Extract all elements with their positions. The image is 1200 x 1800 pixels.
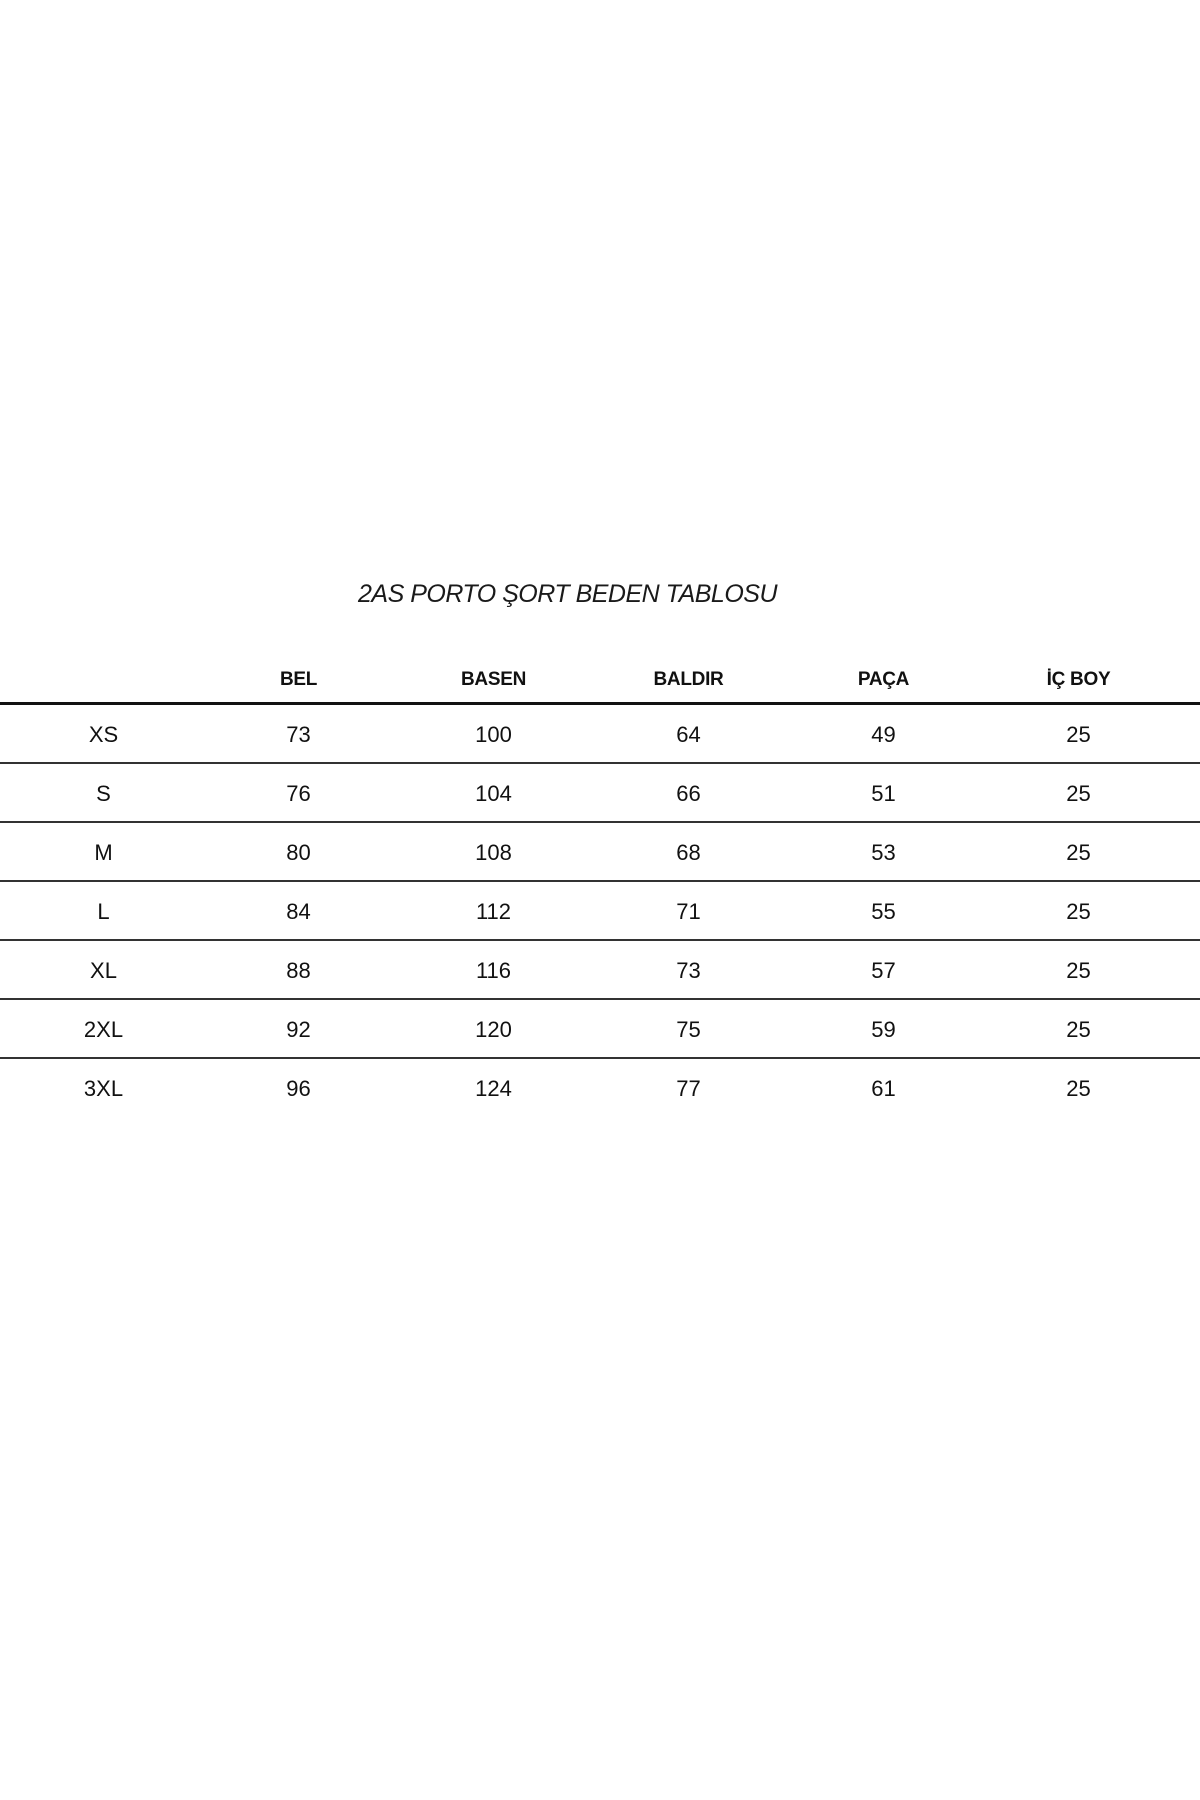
bel-cell: 80 <box>286 840 311 865</box>
basen-cell: 104 <box>475 781 512 806</box>
header-cell-basen: BASEN <box>460 669 526 690</box>
baldir-cell: 77 <box>676 1076 701 1101</box>
table-row <box>0 1059 1200 1116</box>
ic-boy-cell: 25 <box>1066 1076 1091 1101</box>
table-body <box>0 705 1200 1116</box>
table-header-row <box>0 655 1200 705</box>
paca-cell: 49 <box>871 722 896 747</box>
table-row <box>0 1000 1200 1059</box>
size-cell: 2XL <box>83 1017 124 1042</box>
bel-cell: 96 <box>286 1076 311 1101</box>
paca-cell: 59 <box>871 1017 896 1042</box>
basen-cell: 124 <box>475 1076 512 1101</box>
paca-cell: 51 <box>871 781 896 806</box>
baldir-cell: 71 <box>676 899 701 924</box>
ic-boy-cell: 25 <box>1066 958 1091 983</box>
header-cell-ic-boy: İÇ BOY <box>1046 669 1111 690</box>
table-row <box>0 705 1200 764</box>
baldir-cell: 68 <box>676 840 701 865</box>
bel-cell: 76 <box>286 781 311 806</box>
baldir-cell: 75 <box>676 1017 701 1042</box>
table-row <box>0 823 1200 882</box>
bel-cell: 88 <box>286 958 311 983</box>
size-cell: L <box>97 899 110 924</box>
ic-boy-cell: 25 <box>1066 781 1091 806</box>
page-title: 2AS PORTO ŞORT BEDEN TABLOSU <box>358 580 777 608</box>
basen-cell: 100 <box>475 722 512 747</box>
baldir-cell: 73 <box>676 958 701 983</box>
bel-cell: 73 <box>286 722 311 747</box>
table-row <box>0 941 1200 1000</box>
header-cell-bel: BEL <box>279 669 318 690</box>
bel-cell: 92 <box>286 1017 311 1042</box>
header-cell-baldir: BALDIR <box>653 669 724 690</box>
paca-cell: 53 <box>871 840 896 865</box>
basen-cell: 116 <box>475 958 512 983</box>
basen-cell: 112 <box>475 899 512 924</box>
basen-cell: 120 <box>475 1017 512 1042</box>
basen-cell: 108 <box>475 840 512 865</box>
bel-cell: 84 <box>286 899 311 924</box>
paca-cell: 57 <box>871 958 896 983</box>
size-cell: S <box>96 781 111 806</box>
ic-boy-cell: 25 <box>1066 840 1091 865</box>
paca-cell: 55 <box>871 899 896 924</box>
header-cell-paca: PAÇA <box>857 669 910 690</box>
size-cell: XS <box>88 722 119 747</box>
baldir-cell: 66 <box>676 781 701 806</box>
ic-boy-cell: 25 <box>1066 899 1091 924</box>
table-row <box>0 882 1200 941</box>
ic-boy-cell: 25 <box>1066 1017 1091 1042</box>
size-chart-table <box>0 655 1200 1116</box>
baldir-cell: 64 <box>676 722 701 747</box>
size-cell: XL <box>90 958 117 983</box>
table-row <box>0 764 1200 823</box>
paca-cell: 61 <box>871 1076 896 1101</box>
size-cell: 3XL <box>83 1076 124 1101</box>
ic-boy-cell: 25 <box>1066 722 1091 747</box>
size-cell: M <box>94 840 113 865</box>
